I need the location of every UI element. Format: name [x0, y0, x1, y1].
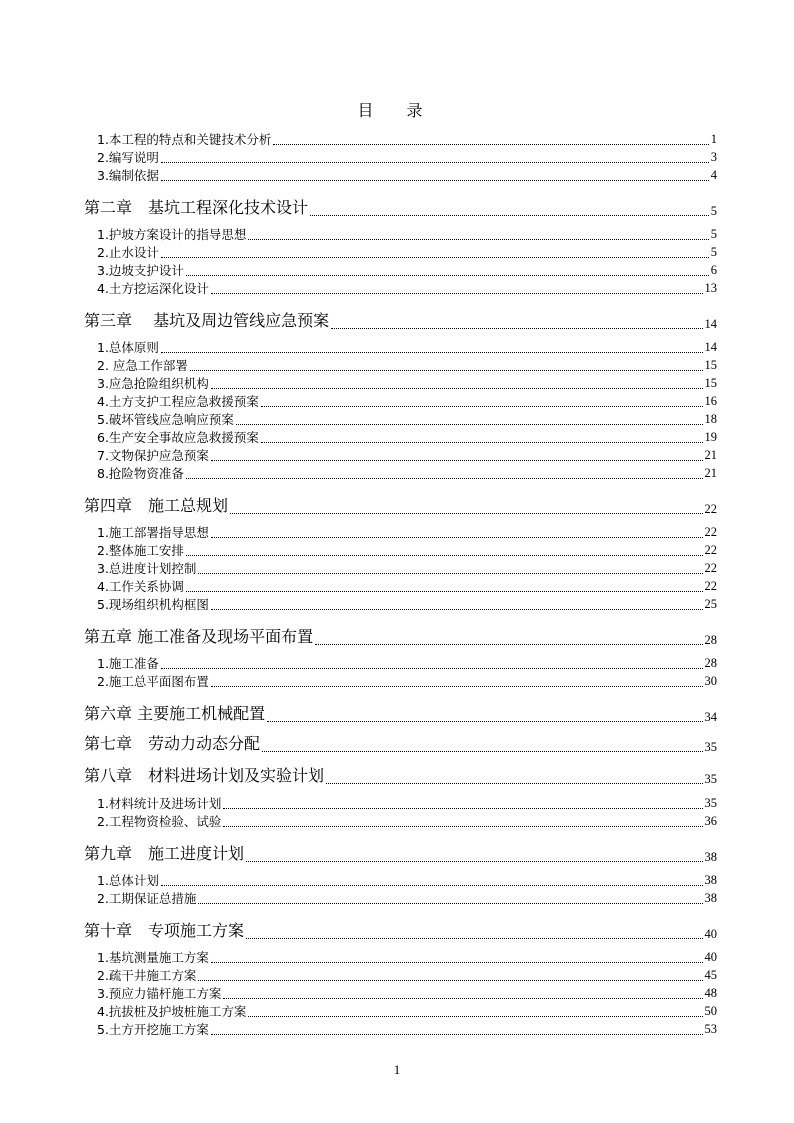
dot-leader	[190, 370, 703, 371]
toc-entry-label: 6.生产安全事故应急救援预案	[97, 430, 259, 445]
toc-entry-page: 38	[704, 873, 717, 887]
toc-entry-label: 第四章 施工总规划	[84, 496, 229, 515]
toc-section-entry[interactable]	[97, 577, 717, 595]
toc-section-entry[interactable]	[97, 148, 717, 166]
toc-entry-page: 22	[704, 543, 717, 557]
dot-leader	[236, 424, 703, 425]
toc-entry-label: 3.总进度计划控制	[97, 561, 197, 576]
toc-section-entry[interactable]	[97, 1020, 717, 1038]
toc-entry-page: 40	[704, 927, 717, 941]
toc-entry-label: 4.抗拔桩及护坡桩施工方案	[97, 1004, 247, 1019]
dot-leader	[310, 215, 709, 216]
toc-entry-label: 7.文物保护应急预案	[97, 448, 209, 463]
toc-entry-page: 30	[704, 674, 717, 688]
toc-section-entry[interactable]	[97, 392, 717, 410]
toc-entry-page: 13	[704, 281, 717, 295]
toc-section-entry[interactable]	[97, 428, 717, 446]
toc-section-entry[interactable]	[97, 130, 717, 148]
dot-leader	[223, 998, 702, 999]
toc-entry-page: 21	[704, 466, 717, 480]
dot-leader	[161, 257, 709, 258]
dot-leader	[198, 980, 702, 981]
toc-entry-page: 50	[704, 1004, 717, 1018]
toc-entry-label: 1.施工部署指导思想	[97, 525, 209, 540]
dot-leader	[230, 513, 702, 514]
toc-entry-label: 第七章 劳动力动态分配	[84, 734, 261, 753]
toc-entry-label: 1.材料统计及进场计划	[97, 796, 222, 811]
dot-leader	[186, 478, 703, 479]
dot-leader	[223, 826, 702, 827]
dot-leader	[211, 686, 703, 687]
dot-leader	[161, 162, 709, 163]
toc-entry-label: 第八章 材料进场计划及实验计划	[84, 766, 325, 785]
toc-chapter-entry[interactable]	[84, 702, 717, 724]
toc-entry-page: 15	[704, 376, 717, 390]
toc-section-entry[interactable]	[97, 261, 717, 279]
toc-entry-label: 4.土方挖运深化设计	[97, 281, 209, 296]
toc-entry-page: 19	[704, 430, 717, 444]
toc-entry-page: 14	[704, 317, 717, 331]
dot-leader	[186, 275, 709, 276]
dot-leader	[326, 783, 702, 784]
toc-section-entry[interactable]	[97, 654, 717, 672]
toc-entry-label: 4.工作关系协调	[97, 579, 184, 594]
dot-leader	[261, 406, 703, 407]
toc-section-entry[interactable]	[97, 279, 717, 297]
toc-chapter-entry[interactable]	[84, 919, 717, 941]
dot-leader	[198, 903, 702, 904]
toc-entry-label: 2.止水设计	[97, 245, 159, 260]
toc-entry-page: 16	[704, 394, 717, 408]
toc-entry-page: 34	[704, 710, 717, 724]
toc-entry-label: 1.总体原则	[97, 340, 159, 355]
toc-entry-label: 2.整体施工安排	[97, 543, 184, 558]
toc-entry-page: 53	[704, 1022, 717, 1036]
dot-leader	[246, 938, 702, 939]
dot-leader	[261, 442, 703, 443]
toc-entry-label: 2. 应急工作部署	[97, 358, 188, 373]
toc-entry-label: 第三章 基坑及周边管线应急预案	[84, 311, 330, 330]
toc-section-entry[interactable]	[97, 794, 717, 812]
dot-leader	[161, 352, 703, 353]
toc-section-entry[interactable]	[97, 338, 717, 356]
toc-entry-page: 35	[704, 740, 717, 754]
toc-section-entry[interactable]	[97, 948, 717, 966]
toc-entry-page: 38	[704, 891, 717, 905]
toc-entry-label: 2.施工总平面图布置	[97, 674, 209, 689]
toc-entry-label: 4.土方支护工程应急救援预案	[97, 394, 259, 409]
toc-section-entry[interactable]	[97, 672, 717, 690]
toc-entry-page: 5	[710, 245, 717, 259]
toc-entry-page: 22	[704, 579, 717, 593]
toc-entry-page: 48	[704, 986, 717, 1000]
toc-entry-page: 1	[710, 132, 717, 146]
toc-entry-label: 2.工程物资检验、试验	[97, 814, 222, 829]
toc-section-entry[interactable]	[97, 889, 717, 907]
toc-section-entry[interactable]	[97, 523, 717, 541]
toc-entry-page: 6	[710, 263, 717, 277]
dot-leader	[161, 180, 709, 181]
toc-entry-page: 36	[704, 814, 717, 828]
dot-leader	[273, 144, 708, 145]
toc-entry-page: 38	[704, 850, 717, 864]
dot-leader	[267, 721, 702, 722]
toc-section-entry[interactable]	[97, 871, 717, 889]
dot-leader	[211, 1034, 703, 1035]
dot-leader	[211, 460, 703, 461]
page-number: 1	[393, 1062, 401, 1077]
toc-entry-label: 2.编写说明	[97, 150, 159, 165]
toc-entry-label: 5.现场组织机构框图	[97, 597, 209, 612]
dot-leader	[246, 861, 702, 862]
toc-entry-label: 3.边坡支护设计	[97, 263, 184, 278]
toc-entry-page: 45	[704, 968, 717, 982]
toc-entry-page: 21	[704, 448, 717, 462]
toc-entry-label: 5.破坏管线应急响应预案	[97, 412, 234, 427]
toc-entry-label: 第二章 基坑工程深化技术设计	[84, 198, 309, 217]
dot-leader	[315, 644, 702, 645]
toc-entry-page: 25	[704, 597, 717, 611]
toc-entry-label: 1.基坑测量施工方案	[97, 950, 209, 965]
dot-leader	[331, 328, 702, 329]
toc-entry-label: 第九章 施工进度计划	[84, 844, 245, 863]
toc-section-entry[interactable]	[97, 410, 717, 428]
toc-entry-label: 3.预应力锚杆施工方案	[97, 986, 222, 1001]
toc-entry-page: 35	[704, 796, 717, 810]
toc-entry-label: 3.应急抢险组织机构	[97, 376, 209, 391]
dot-leader	[186, 555, 703, 556]
toc-entry-page: 15	[704, 358, 717, 372]
toc-section-entry[interactable]	[97, 812, 717, 830]
toc-section-entry[interactable]	[97, 559, 717, 577]
toc-chapter-entry[interactable]	[84, 732, 717, 754]
toc-entry-label: 3.编制依据	[97, 168, 159, 183]
dot-leader	[161, 668, 703, 669]
toc-entry-label: 第六章 主要施工机械配置	[84, 704, 266, 723]
toc-section-entry[interactable]	[97, 374, 717, 392]
toc-entry-page: 22	[704, 561, 717, 575]
toc-section-entry[interactable]	[97, 541, 717, 559]
toc-entry-label: 1.总体计划	[97, 873, 159, 888]
dot-leader	[248, 239, 708, 240]
toc-section-entry[interactable]	[97, 225, 717, 243]
toc-chapter-entry[interactable]	[84, 764, 717, 786]
dot-leader	[211, 609, 703, 610]
dot-leader	[223, 808, 702, 809]
toc-entry-page: 4	[710, 168, 717, 182]
toc-entry-label: 1.护坡方案设计的指导思想	[97, 227, 247, 242]
toc-entry-label: 5.土方开挖施工方案	[97, 1022, 209, 1037]
dot-leader	[211, 537, 703, 538]
toc-entry-label: 第十章 专项施工方案	[84, 921, 245, 940]
toc-entry-page: 35	[704, 772, 717, 786]
toc-entry-page: 28	[704, 633, 717, 647]
dot-leader	[186, 591, 703, 592]
dot-leader	[161, 885, 703, 886]
toc-entry-label: 2.工期保证总措施	[97, 891, 197, 906]
dot-leader	[211, 962, 703, 963]
toc-entry-label: 2.疏干井施工方案	[97, 968, 197, 983]
toc-section-entry[interactable]	[97, 446, 717, 464]
toc-entry-page: 18	[704, 412, 717, 426]
toc-section-entry[interactable]	[97, 595, 717, 613]
toc-chapter-entry[interactable]	[84, 196, 717, 218]
toc-entry-page: 5	[710, 227, 717, 241]
toc-section-entry[interactable]	[97, 243, 717, 261]
toc-entry-page: 22	[704, 502, 717, 516]
toc-entry-page: 14	[704, 340, 717, 354]
toc-entry-label: 1.施工准备	[97, 656, 159, 671]
dot-leader	[198, 573, 702, 574]
toc-entry-page: 28	[704, 656, 717, 670]
toc-section-entry[interactable]	[97, 464, 717, 482]
toc-entry-page: 22	[704, 525, 717, 539]
toc-chapter-entry[interactable]	[84, 309, 717, 331]
toc-entry-page: 5	[710, 204, 717, 218]
toc-chapter-entry[interactable]	[84, 625, 717, 647]
toc-section-entry[interactable]	[97, 356, 717, 374]
toc-entry-label: 8.抢险物资准备	[97, 466, 184, 481]
toc-chapter-entry[interactable]	[84, 842, 717, 864]
toc-title: 目 录	[357, 101, 437, 120]
toc-section-entry[interactable]	[97, 166, 717, 184]
dot-leader	[262, 751, 702, 752]
toc-section-entry[interactable]	[97, 1002, 717, 1020]
toc-entry-page: 40	[704, 950, 717, 964]
toc-section-entry[interactable]	[97, 966, 717, 984]
toc-section-entry[interactable]	[97, 984, 717, 1002]
dot-leader	[248, 1016, 702, 1017]
dot-leader	[211, 388, 703, 389]
dot-leader	[211, 293, 703, 294]
toc-entry-label: 1.本工程的特点和关键技术分析	[97, 132, 272, 147]
toc-chapter-entry[interactable]	[84, 494, 717, 516]
toc-entry-page: 3	[710, 150, 717, 164]
toc-entry-label: 第五章 施工准备及现场平面布置	[84, 627, 314, 646]
